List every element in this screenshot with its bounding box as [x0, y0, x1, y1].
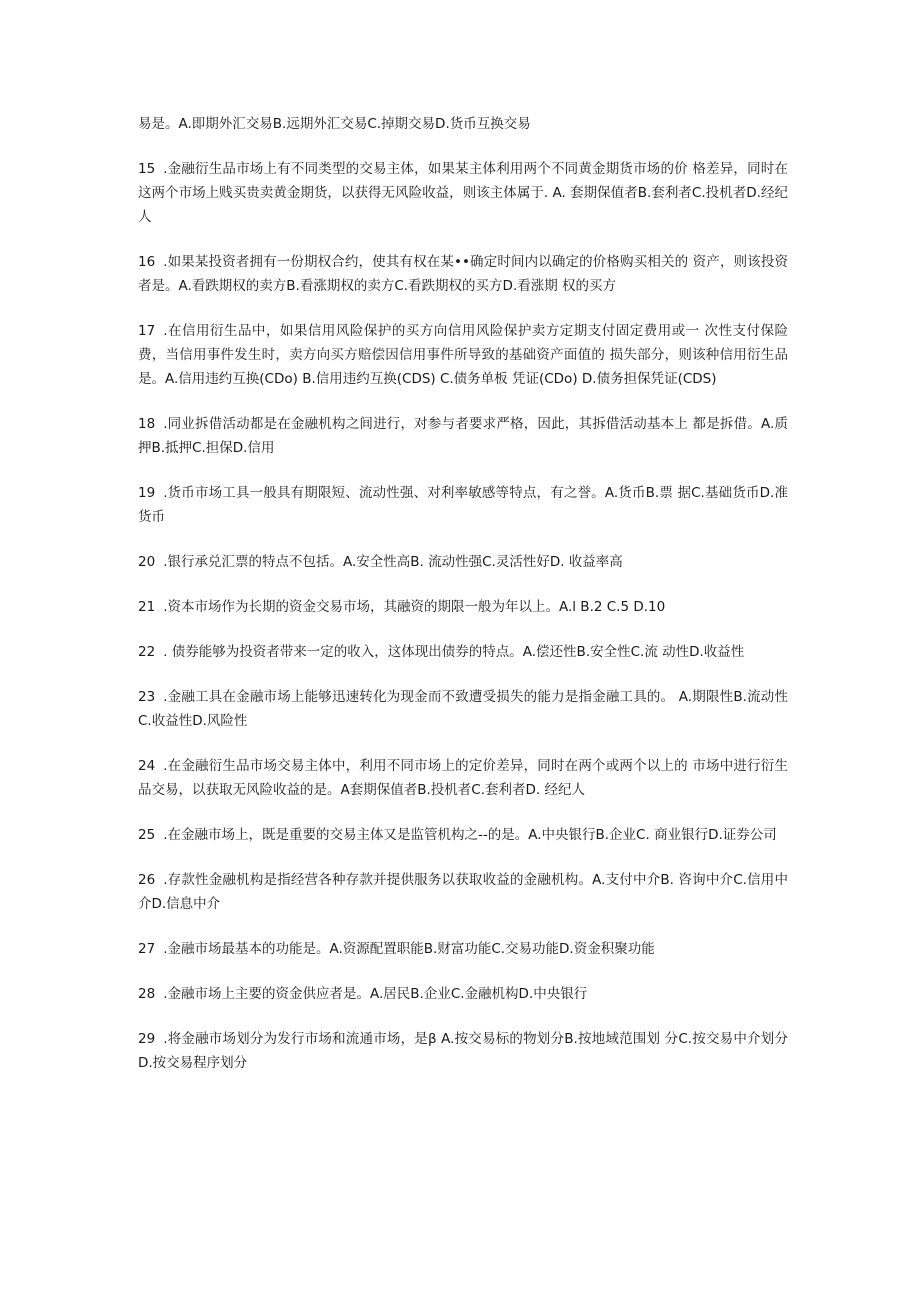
question-text: .银行承兑汇票的特点不包括。A.安全性高B. 流动性强C.灵活性好D. 收益率高: [163, 554, 623, 570]
question-text: .资本市场作为长期的资金交易市场，其融资的期限一般为年以上。A.l B.2 C.5 D.10: [163, 599, 666, 615]
question-text: .金融工具在金融市场上能够迅速转化为现金而不致遭受损失的能力是指金融工具的。 A.期限性B.流动性C.收益性D.风险性: [138, 689, 788, 729]
question-number: 22: [138, 644, 156, 660]
question-item: [138, 754, 788, 802]
question-text: .如果某投资者拥有一份期权合约，使其有权在某••确定时间内以确定的价格购买相关的 资产，则该投资者是。A.看跌期权的卖方B.看涨期权的卖方C.看跌期权的买方D.看涨期 权的买方: [138, 254, 788, 294]
intro-paragraph: 易是。A.即期外汇交易B.远期外汇交易C.掉期交易D.货币互换交易: [138, 116, 531, 132]
question-number: 29: [138, 1031, 156, 1047]
question-text: .金融衍生品市场上有不同类型的交易主体，如果某主体利用两个不同黄金期货市场的价 格差异，同时在这两个市场上贱买贵卖黄金期货，以获得无风险收益，则该主体属于. A. 套期保值者B.套利者C.投机者D.经纪人: [138, 161, 788, 225]
question-item: [138, 157, 788, 229]
question-number: 15: [138, 161, 156, 177]
question-text: .货币市场工具一般具有期限短、流动性强、对利率敏感等特点，有之誉。A.货币B.票 据C.基础货币D.准货币: [138, 485, 788, 525]
question-text: .金融市场最基本的功能是。A.资源配置职能B.财富功能C.交易功能D.资金积聚功能: [163, 941, 655, 957]
question-text: . 债券能够为投资者带来一定的收入，这体现出债券的特点。A.偿还性B.安全性C.流 动性D.收益性: [163, 644, 745, 660]
question-item: [138, 250, 788, 298]
question-text: .在金融衍生品市场交易主体中，利用不同市场上的定价差异，同时在两个或两个以上的 市场中进行衍生品交易，以获取无风险收益的是。A套期保值者B.投机者C.套利者D. 经纪人: [138, 758, 788, 798]
question-item: [138, 982, 788, 1006]
question-number: 17: [138, 323, 156, 339]
question-text: .将金融市场划分为发行市场和流通市场，是β A.按交易标的物划分B.按地域范围划 分C.按交易中介划分D.按交易程序划分: [138, 1031, 788, 1071]
question-number: 25: [138, 827, 156, 843]
question-number: 20: [138, 554, 156, 570]
question-item: [138, 412, 788, 460]
question-list: [138, 157, 788, 1075]
question-number: 28: [138, 986, 156, 1002]
question-number: 19: [138, 485, 156, 501]
question-number: 27: [138, 941, 156, 957]
question-item: [138, 937, 788, 961]
question-item: [138, 595, 788, 619]
question-item: [138, 640, 788, 664]
question-text: .存款性金融机构是指经营各种存款并提供服务以获取收益的金融机构。A.支付中介B. 咨询中介C.信用中介D.信息中介: [138, 872, 788, 912]
question-item: [138, 550, 788, 574]
question-number: 16: [138, 254, 156, 270]
question-item: [138, 823, 788, 847]
question-text: .在金融市场上，既是重要的交易主体又是监管机构之--的是。A.中央银行B.企业C. 商业银行D.证券公司: [163, 827, 777, 843]
question-item: [138, 868, 788, 916]
document-body: [138, 112, 788, 1096]
question-item: [138, 319, 788, 391]
question-number: 23: [138, 689, 156, 705]
question-item: [138, 1027, 788, 1075]
question-text: .同业拆借活动都是在金融机构之间进行，对参与者要求严格，因此，其拆借活动基本上 都是拆借。A.质押B.抵押C.担保D.信用: [138, 416, 788, 456]
question-item: [138, 685, 788, 733]
question-number: 26: [138, 872, 156, 888]
question-number: 18: [138, 416, 156, 432]
question-text: .在信用衍生品中，如果信用风险保护的买方向信用风险保护卖方定期支付固定费用或一 次性支付保险费，当信用事件发生时，卖方向买方赔偿因信用事件所导致的基础资产面值的 损失部分，则该种信用衍生品是。A.信用违约互换(CDo) B.信用违约互换(CDS) C.债务单板 凭证(CDo) D.债务担保凭证(CDS): [138, 323, 788, 387]
question-number: 24: [138, 758, 156, 774]
question-text: .金融市场上主要的资金供应者是。A.居民B.企业C.金融机构D.中央银行: [163, 986, 588, 1002]
question-number: 21: [138, 599, 156, 615]
question-item: [138, 481, 788, 529]
